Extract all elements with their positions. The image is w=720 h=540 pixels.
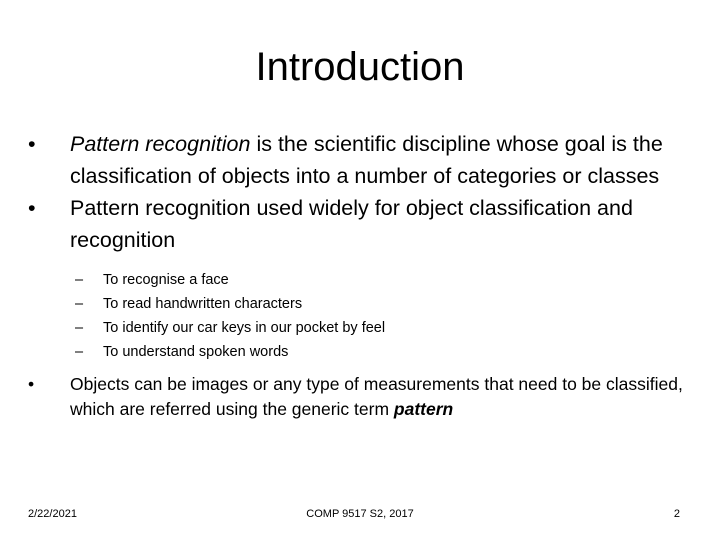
footer-course: COMP 9517 S2, 2017 xyxy=(306,508,414,520)
dash-marker: – xyxy=(75,296,84,312)
list-item: – To identify our car keys in our pocket by feel xyxy=(28,316,698,340)
bullet-dot: • xyxy=(28,132,36,156)
bullet-dot: • xyxy=(28,196,36,220)
dash-marker: – xyxy=(75,344,84,360)
slide-title: Introduction xyxy=(255,45,465,89)
list-item: – To recognise a face xyxy=(28,268,698,292)
footer-date: 2/22/2021 xyxy=(28,508,77,520)
bullet-pattern-recognition-definition xyxy=(28,128,698,192)
term-pattern: pattern xyxy=(393,399,454,419)
dash-marker: – xyxy=(75,320,84,336)
bullet-uses xyxy=(28,192,698,256)
slide-body xyxy=(28,128,698,422)
definition-text: is the scientific discipline whose goal is the classification of objects into a number of categories or classes xyxy=(70,132,663,188)
list-item: – To read handwritten characters xyxy=(28,292,698,316)
objects-text: Objects can be images or any type of measurements that need to be classified, which are referred using the generic term xyxy=(70,374,683,419)
bullet-dot: • xyxy=(28,374,35,394)
dash-marker: – xyxy=(75,272,84,288)
page-number: 2 xyxy=(673,508,680,520)
list-item: – To understand spoken words xyxy=(28,340,698,364)
bullet-objects xyxy=(28,372,698,422)
examples-list xyxy=(28,268,698,364)
uses-text: Pattern recognition used widely for object classification and recognition xyxy=(70,196,633,252)
term-pattern-recognition: Pattern recognition xyxy=(70,132,251,156)
